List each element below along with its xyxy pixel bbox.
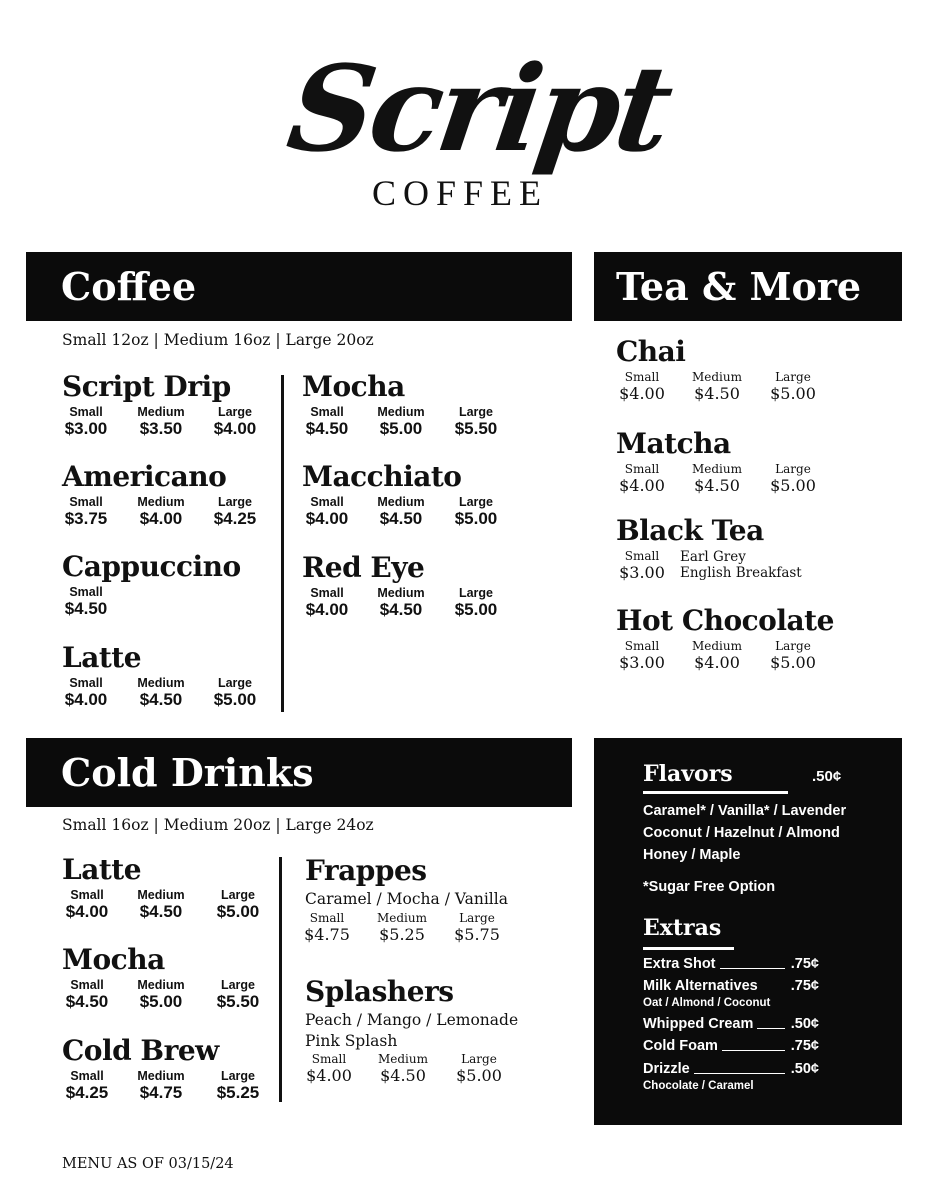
price-row bbox=[62, 676, 257, 710]
menu-date: MENU AS OF 03/15/24 bbox=[62, 1156, 234, 1172]
extra-item: Extra Shot .75¢ bbox=[643, 956, 819, 972]
flavor-line: Coconut / Hazelnut / Almond bbox=[643, 825, 840, 841]
menu-item bbox=[616, 514, 802, 582]
price-row bbox=[616, 639, 834, 673]
size-medium: Medium $4.50 bbox=[691, 462, 742, 495]
flavors-heading: Flavors bbox=[643, 761, 733, 787]
size-small: Small $3.75 bbox=[64, 495, 108, 528]
size-small: Small $4.00 bbox=[64, 676, 108, 709]
menu-item bbox=[62, 1034, 260, 1103]
menu-item bbox=[62, 853, 260, 922]
item-name: Latte bbox=[62, 641, 142, 674]
item-name: Mocha bbox=[62, 943, 165, 976]
menu-item bbox=[616, 427, 816, 496]
item-name: Script Drip bbox=[62, 370, 231, 403]
size-small: Small $4.00 bbox=[305, 495, 349, 528]
size-large: Large $5.00 bbox=[454, 495, 498, 528]
size-small: Small $3.00 bbox=[619, 549, 665, 582]
size-medium: Medium $3.50 bbox=[137, 405, 185, 438]
menu-item bbox=[62, 370, 257, 439]
size-small: Small $4.75 bbox=[304, 911, 350, 944]
brand-logo bbox=[0, 39, 927, 220]
size-small: Small $4.00 bbox=[65, 888, 109, 921]
size-small: Small $4.50 bbox=[64, 585, 108, 618]
item-name: Cold Brew bbox=[62, 1034, 219, 1067]
coffee-header: Coffee bbox=[26, 252, 572, 321]
coffee-column-divider bbox=[281, 375, 284, 712]
black-tea-varieties: Earl Grey English Breakfast bbox=[680, 549, 802, 581]
flavor-line: Honey / Maple bbox=[643, 847, 741, 863]
size-large: Large $4.00 bbox=[213, 405, 257, 438]
extra-note: Oat / Almond / Coconut bbox=[643, 997, 771, 1009]
price-row bbox=[302, 586, 498, 620]
size-medium: Medium $4.50 bbox=[691, 370, 742, 403]
price-row bbox=[62, 1069, 260, 1103]
extra-item: Cold Foam .75¢ bbox=[643, 1038, 819, 1054]
size-medium: Medium $5.00 bbox=[377, 405, 425, 438]
price-row bbox=[62, 495, 257, 529]
item-name: Americano bbox=[62, 460, 227, 493]
size-small: Small $4.00 bbox=[619, 370, 665, 403]
size-small: Small $4.00 bbox=[619, 462, 665, 495]
extra-note: Chocolate / Caramel bbox=[643, 1080, 754, 1092]
size-small: Small $4.50 bbox=[305, 405, 349, 438]
size-large: Large $5.75 bbox=[454, 911, 500, 944]
item-name: Mocha bbox=[302, 370, 405, 403]
item-name: Macchiato bbox=[302, 460, 462, 493]
size-large: Large $5.00 bbox=[770, 462, 816, 495]
menu-item bbox=[62, 943, 260, 1012]
menu-item bbox=[305, 975, 519, 1086]
flavor-line: Caramel* / Vanilla* / Lavender bbox=[643, 803, 847, 819]
price-row bbox=[305, 1052, 518, 1086]
size-medium: Medium $4.50 bbox=[137, 676, 185, 709]
flavors-extras-panel bbox=[594, 738, 902, 1125]
size-large: Large $5.25 bbox=[216, 1069, 260, 1102]
menu-item bbox=[62, 460, 257, 529]
item-name: Latte bbox=[62, 853, 142, 886]
item-name: Splashers bbox=[305, 975, 454, 1008]
extras-underline bbox=[643, 947, 734, 950]
flavors-underline bbox=[643, 791, 788, 794]
size-small: Small $4.25 bbox=[65, 1069, 109, 1102]
cold-column-divider bbox=[279, 857, 282, 1102]
size-large: Large $5.50 bbox=[454, 405, 498, 438]
size-small: Small $3.00 bbox=[619, 639, 665, 672]
extra-item: Whipped Cream .50¢ bbox=[643, 1016, 819, 1032]
flavors-price: .50¢ bbox=[812, 768, 842, 785]
item-name: Frappes bbox=[305, 854, 427, 887]
coffee-sizes-line: Small 12oz | Medium 16oz | Large 20oz bbox=[62, 331, 374, 349]
extra-item: Milk Alternatives .75¢ bbox=[643, 978, 819, 994]
size-small: Small $4.00 bbox=[306, 1052, 352, 1085]
item-name: Cappuccino bbox=[62, 550, 241, 583]
size-large: Large $4.25 bbox=[213, 495, 257, 528]
menu-item bbox=[62, 550, 241, 619]
brand-sub-word: COFFEE bbox=[372, 173, 549, 213]
price-row bbox=[302, 405, 498, 439]
price-row bbox=[62, 978, 260, 1012]
cold-drinks-header: Cold Drinks bbox=[26, 738, 572, 807]
item-flavors-2: Pink Splash bbox=[305, 1032, 398, 1050]
item-name: Matcha bbox=[616, 427, 731, 460]
item-name: Black Tea bbox=[616, 514, 764, 547]
size-medium: Medium $4.50 bbox=[377, 1052, 428, 1085]
menu-item bbox=[304, 854, 508, 945]
size-large: Large $5.00 bbox=[770, 639, 816, 672]
price-row bbox=[62, 405, 257, 439]
extra-item: Drizzle .50¢ bbox=[643, 1061, 819, 1077]
size-small: Small $4.50 bbox=[65, 978, 109, 1011]
menu-item bbox=[616, 604, 834, 673]
size-large: Large $5.00 bbox=[454, 586, 498, 619]
price-row bbox=[302, 495, 498, 529]
size-small: Small $3.00 bbox=[64, 405, 108, 438]
size-medium: Medium $5.25 bbox=[376, 911, 427, 944]
size-large: Large $5.00 bbox=[213, 676, 257, 709]
cold-sizes-line: Small 16oz | Medium 20oz | Large 24oz bbox=[62, 816, 374, 834]
item-name: Hot Chocolate bbox=[616, 604, 834, 637]
size-medium: Medium $4.50 bbox=[137, 888, 185, 921]
size-small: Small $4.00 bbox=[305, 586, 349, 619]
size-medium: Medium $4.00 bbox=[691, 639, 742, 672]
size-large: Large $5.00 bbox=[216, 888, 260, 921]
size-medium: Medium $4.50 bbox=[377, 495, 425, 528]
price-row bbox=[305, 911, 508, 945]
black-tea-details bbox=[616, 549, 802, 582]
size-medium: Medium $4.75 bbox=[137, 1069, 185, 1102]
menu-item bbox=[302, 551, 498, 620]
menu-item bbox=[302, 370, 498, 439]
size-medium: Medium $5.00 bbox=[137, 978, 185, 1011]
size-large: Large $5.00 bbox=[770, 370, 816, 403]
size-medium: Medium $4.00 bbox=[137, 495, 185, 528]
size-medium: Medium $4.50 bbox=[377, 586, 425, 619]
sugar-free-note: *Sugar Free Option bbox=[643, 879, 776, 895]
item-flavors: Caramel / Mocha / Vanilla bbox=[305, 890, 508, 908]
price-row bbox=[616, 370, 816, 404]
menu-item bbox=[616, 335, 816, 404]
tea-header: Tea & More bbox=[594, 252, 902, 321]
menu-item bbox=[62, 641, 257, 710]
price-row bbox=[62, 585, 241, 619]
size-large: Large $5.50 bbox=[216, 978, 260, 1011]
item-flavors: Peach / Mango / Lemonade bbox=[305, 1011, 519, 1029]
price-row bbox=[616, 462, 816, 496]
menu-item bbox=[302, 460, 498, 529]
item-name: Red Eye bbox=[302, 551, 425, 584]
brand-script-word: Script bbox=[280, 39, 677, 178]
size-large: Large $5.00 bbox=[456, 1052, 502, 1085]
item-name: Chai bbox=[616, 335, 686, 368]
extras-heading: Extras bbox=[643, 915, 722, 941]
price-row bbox=[62, 888, 260, 922]
